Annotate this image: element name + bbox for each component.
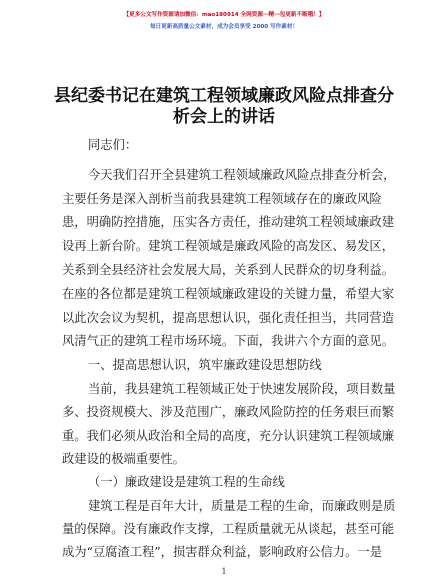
body-line: 当前，我县建筑工程领域正处于快速发展阶段，项目数量 xyxy=(88,382,396,396)
promo-banner-line-1: 【更多公文写作资源请加微信：mao180914 全网资源⋯精⋯包更新不断哦！】 xyxy=(123,12,325,18)
body-line: 以此次会议为契机，提高思想认识，强化责任担当，共同营造 xyxy=(62,311,395,325)
document-title-line-2: 析会上的讲话 xyxy=(173,107,275,127)
body-line: 建筑工程是百年大计，质量是工程的生命，而廉政则是质 xyxy=(88,499,396,513)
body-line: 患，明确防控措施，压实各方责任，推动建筑工程领域廉政建 xyxy=(62,215,395,229)
body-line: 量的保障。没有廉政作支撑，工程质量就无从谈起，甚至可能 xyxy=(62,522,395,536)
body-line: 今天我们召开全县建筑工程领域廉政风险点排查分析会， xyxy=(88,168,396,182)
body-line: 设再上新台阶。建筑工程领域是廉政风险的高发区、易发区， xyxy=(62,239,395,253)
body-line: 主要任务是深入剖析当前我县建筑工程领域存在的廉政风险 xyxy=(62,192,382,206)
body-line: 重。我们必须从政治和全局的高度，充分认识建筑工程领域廉 xyxy=(62,429,395,443)
page-number: 1 xyxy=(221,567,227,576)
body-line: 关系到全县经济社会发展大局，关系到人民群众的切身利益。 xyxy=(62,263,395,277)
body-line: 在座的各位都是建筑工程领域廉政建设的关键力量，希望大家 xyxy=(62,287,395,301)
body-line: 政建设的极端重要性。 xyxy=(62,452,185,466)
section-heading: 一、提高思想认识，筑牢廉政建设思想防线 xyxy=(88,358,322,372)
body-line: 风清气正的建筑工程市场环境。下面，我讲六个方面的意见。 xyxy=(62,334,395,348)
subsection-heading: （一）廉政建设是建筑工程的生命线 xyxy=(88,475,285,489)
promo-banner-line-2: 每日更新高质量公文素材，成为会员享受 2000 写作素材！ xyxy=(149,24,299,30)
document-title-line-1: 县纪委书记在建筑工程领域廉政风险点排查分 xyxy=(54,86,394,106)
body-line: 多、投资规模大、涉及范围广，廉政风险防控的任务艰巨而繁 xyxy=(62,405,395,419)
body-line: 成为“豆腐渣工程”，损害群众利益，影响政府公信力。一是 xyxy=(62,545,382,559)
salutation: 同志们： xyxy=(88,138,138,152)
